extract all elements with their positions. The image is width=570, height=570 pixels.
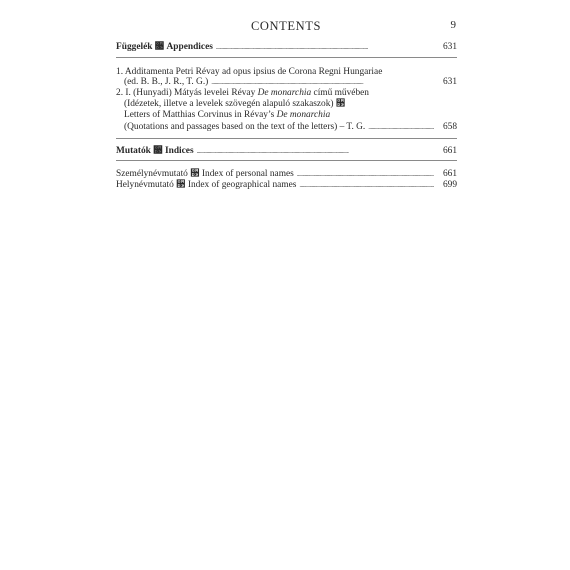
toc-entry-2-line1[interactable] [116, 88, 457, 99]
dot-leader [297, 169, 434, 180]
toc-entry-page: 631 [442, 42, 457, 52]
toc-entry-text [116, 88, 369, 99]
toc-entry-personal-names[interactable] [116, 169, 457, 180]
toc-entry-2-line2[interactable] [116, 99, 457, 110]
toc-entry-text: 1. Additamenta Petri Révay ad opus ipsius de Corona Regni Hungariae [116, 67, 383, 77]
toc-entry-page: 699 [442, 180, 457, 190]
toc-entry-text-a: Letters of Matthias Corvinus in Révay’s [124, 110, 277, 120]
toc-entry-text-b: című művében [311, 88, 369, 98]
toc-entry-1-line2[interactable] [116, 77, 457, 88]
page-title: CONTENTS [250, 19, 322, 33]
section-divider [116, 138, 457, 139]
work-title-italic: De monarchia [257, 88, 312, 98]
toc-entry-label: Személynévmutató ૓ Index of personal names [116, 169, 294, 179]
dot-leader [197, 146, 434, 157]
toc-entry-text: (Idézetek, illetve a levelek szövegén alapuló szakaszok) ૓ [124, 99, 346, 109]
toc-entry-label: Mutatók ૓ Indices [116, 146, 194, 156]
page-number: 9 [450, 19, 456, 31]
dot-leader [211, 77, 434, 88]
toc-entry-page: 658 [442, 122, 457, 132]
work-title-italic: De monarchia [276, 110, 331, 120]
toc-entry-page: 661 [442, 169, 457, 179]
dot-leader [299, 180, 434, 191]
toc-entry-text-a: 2. I. (Hunyadi) Mátyás levelei Révay [116, 88, 258, 98]
toc-entry-2-line3[interactable] [116, 110, 457, 121]
section-divider [116, 160, 457, 161]
toc-entry-2-line4[interactable] [116, 122, 457, 133]
toc-entry-indices[interactable] [116, 146, 457, 157]
toc-entry-page: 661 [442, 146, 457, 156]
toc-entry-label: Helynévmutató ૓ Index of geographical names [116, 180, 297, 190]
toc-entry-text: (ed. B. B., J. R., T. G.) [124, 77, 209, 87]
page-header [116, 19, 456, 35]
toc-entry-appendices[interactable] [116, 42, 457, 53]
toc-entry-label: Függelék ૓ Appendices [116, 42, 213, 52]
toc-entry-text: (Quotations and passages based on the text of the letters) – T. G. [124, 122, 366, 132]
toc-entry-text [116, 110, 330, 121]
section-divider [116, 57, 457, 58]
dot-leader [368, 122, 434, 133]
dot-leader [216, 42, 434, 53]
toc-entry-geographical-names[interactable] [116, 180, 457, 191]
toc-entry-page: 631 [442, 77, 457, 87]
